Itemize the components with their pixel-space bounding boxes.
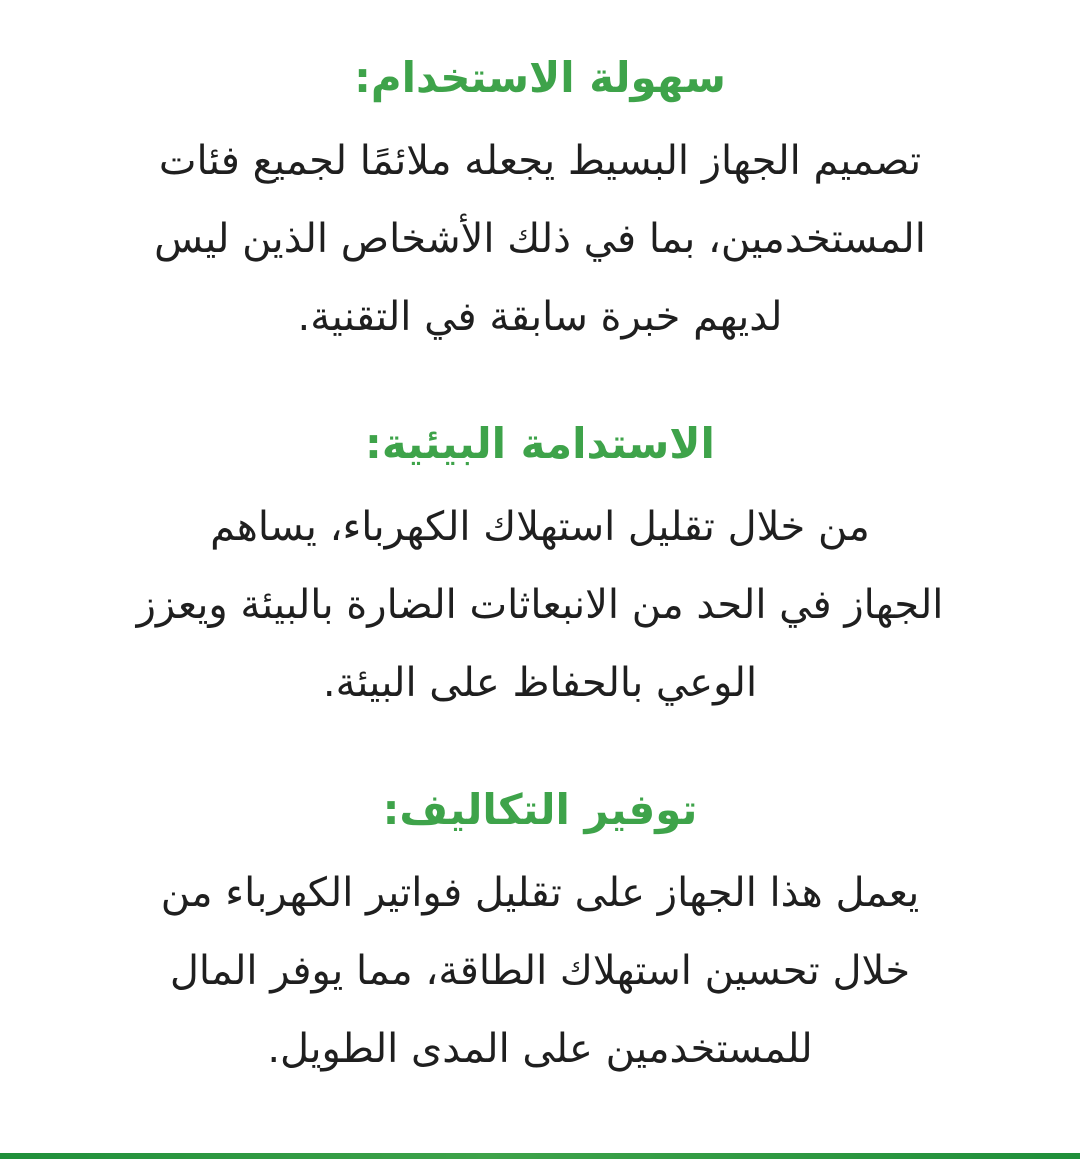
- section-ease-of-use: [0, 48, 1080, 356]
- paragraph-line: للمستخدمين على المدى الطويل.: [267, 1026, 813, 1072]
- section-heading: توفير التكاليف:: [382, 785, 698, 834]
- paragraph-line: خلال تحسين استهلاك الطاقة، مما يوفر المال: [169, 948, 911, 994]
- paragraph-line: الجهاز في الحد من الانبعاثات الضارة بالبيئة ويعزز: [136, 582, 944, 628]
- paragraph-line: الوعي بالحفاظ على البيئة.: [322, 660, 758, 706]
- paragraph-line: المستخدمين، بما في ذلك الأشخاص الذين ليس: [154, 216, 926, 262]
- paragraph-line: يعمل هذا الجهاز على تقليل فواتير الكهرباء من: [160, 870, 920, 916]
- section-paragraph: [90, 854, 990, 1088]
- bottom-accent-bar: [0, 1153, 1080, 1159]
- section-heading: سهولة الاستخدام:: [354, 53, 726, 102]
- section-cost-savings: [0, 780, 1080, 1088]
- section-paragraph: [90, 488, 990, 722]
- section-paragraph: [90, 122, 990, 356]
- paragraph-line: لديهم خبرة سابقة في التقنية.: [297, 294, 783, 340]
- paragraph-line: تصميم الجهاز البسيط يجعله ملائمًا لجميع فئات: [158, 138, 922, 184]
- section-heading: الاستدامة البيئية:: [365, 419, 715, 468]
- section-environmental-sustainability: [0, 414, 1080, 722]
- paragraph-line: من خلال تقليل استهلاك الكهرباء، يساهم: [210, 504, 870, 550]
